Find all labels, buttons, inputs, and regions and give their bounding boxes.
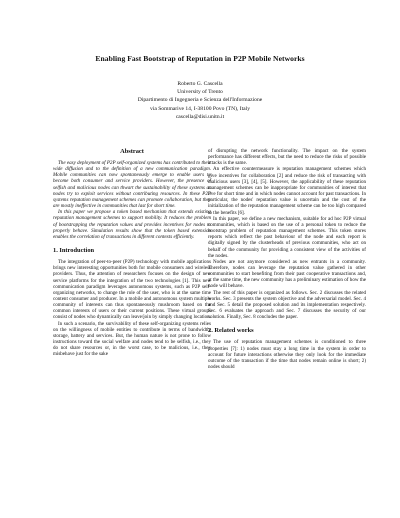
abstract-paragraph: In this paper we propose a token based mechanism that extends existing reputation management schemes to support mobility. It reduces the problem of bootstrapping the reputation values and provides incentives for nodes to properly behave. Simulation results show that the token based extension enables the correlation of transactions in different contexts efficiently. [53, 209, 211, 240]
author-department: Dipartimento di Ingegneria e Scienza dell'Informazione [137, 97, 263, 104]
paper-title: Enabling Fast Bootstrap of Reputation in P2P Mobile Networks [95, 54, 305, 63]
body-paragraph: Nodes are not anymore considered as new entrants in a community. Therefore, nodes can leverage the reputation value gathered in other communities to start benefiting from their past cooperative transactions and, at the same time, the new community has a preliminary estimation of how the node will behave. [208, 258, 366, 290]
body-paragraph: The use of reputation management schemes is conditioned to three properties [7]: 1) nodes must stay a long time in the system in order to account for future interactions otherwise they only look for the immediate outcome of the transaction if the time that nodes remain online is short; 2) nodes should [208, 339, 366, 370]
body-paragraph: The integration of peer-to-peer (P2P) technology with mobile applications brings new interesting opportunities both for mobile consumers and wireless providers. Thus, the attention of researchers focuses on the design of new service platforms for the integration of the two technologies [1]. This new communication paradigm leverages autonomous systems, such as P2P self-organizing networks, to change the role of the user, who is at the same time content consumer and producer. In a mobile and autonomous system multiple community of interests can thus spontaneously mushroom based on the common interests of users or their current positions. These virtual groups consist of nodes who dynamically can leave/join by simply changing location. [53, 259, 211, 321]
left-column [53, 148, 211, 358]
section-heading-introduction: 1. Introduction [53, 247, 95, 255]
section-heading-related-works: 2. Related works [208, 327, 254, 335]
author-block [0, 80, 400, 121]
body-paragraph: of disrupting the network functionality. The impact on the system performance has different effects, but the need to reduce the risks of possible attacks is the same. [208, 148, 366, 167]
abstract-paragraph: The easy deployment of P2P self-organized systems has contributed to their wide diffusion and to the definition of a new communication paradigm. Mobile communities can now spontaneously emerge to enable users to become both consumer and service providers. However, the presence of selfish and malicious nodes can thwart the sustainability of these systems as nodes try to exploit services without contributing resources. In these P2P systems reputation management schemes can promote collaboration, but they are mostly ineffective in communities that last for short time. [53, 160, 211, 210]
author-email: cascella@disi.unitn.it [175, 113, 225, 120]
author-affiliation: University of Trento [177, 89, 223, 96]
body-paragraph: An effective countermeasure is reputation management schemes which give incentives for collaboration [2] and reduce the risk of transacting with malicious users [3], [4], [5]. However, the applicability of these reputation management schemes can be inappropriate for communities of interest that live for short time and in which nodes cannot account for past transactions. In particular, the nodes' reputation value is uncertain and the cost of the initialization of the reputation management scheme can be too high compared to the benefits [6]. [208, 166, 366, 216]
abstract-heading: Abstract [120, 148, 144, 155]
body-paragraph: The rest of this paper is organized as follows. Sec. 2 discusses the related works. Sec. 3 presents the system objective and the adversarial model. Sec. 4 and Sec. 5 detail the proposed solution and its implementation respectively. Sec. 6 evaluates the approach and Sec. 7 discusses the security of our solution. Finally, Sec. 8 concludes the paper. [208, 289, 366, 321]
author-name: Roberto G. Cascella [177, 81, 223, 87]
body-paragraph: In such a scenario, the survivability of these self-organizing systems relies on the willingness of mobile entities to contribute in terms of bandwidth, storage, battery and services. But, the human nature is not prone to follow instructions toward the social welfare and nodes tend to be selfish, i.e., they do not share resources or, in the worst case, to be malicious, i.e., they misbehave just for the sake [53, 320, 211, 358]
author-address: via Sommarive 14, I-38100 Povo (TN), Italy [149, 105, 251, 112]
right-column [208, 148, 366, 370]
body-paragraph: In this paper, we define a new mechanism, suitable for ad hoc P2P virtual communities, which is based on the use of a personal token to reduce the bootstrap problem of reputation management schemes. This token stores reports which reflect the past behaviour of the node and each report is digitally signed by the clusterheads of previous communities, who act on behalf of the community for providing a consistent view of the activities of the nodes. [208, 215, 366, 259]
